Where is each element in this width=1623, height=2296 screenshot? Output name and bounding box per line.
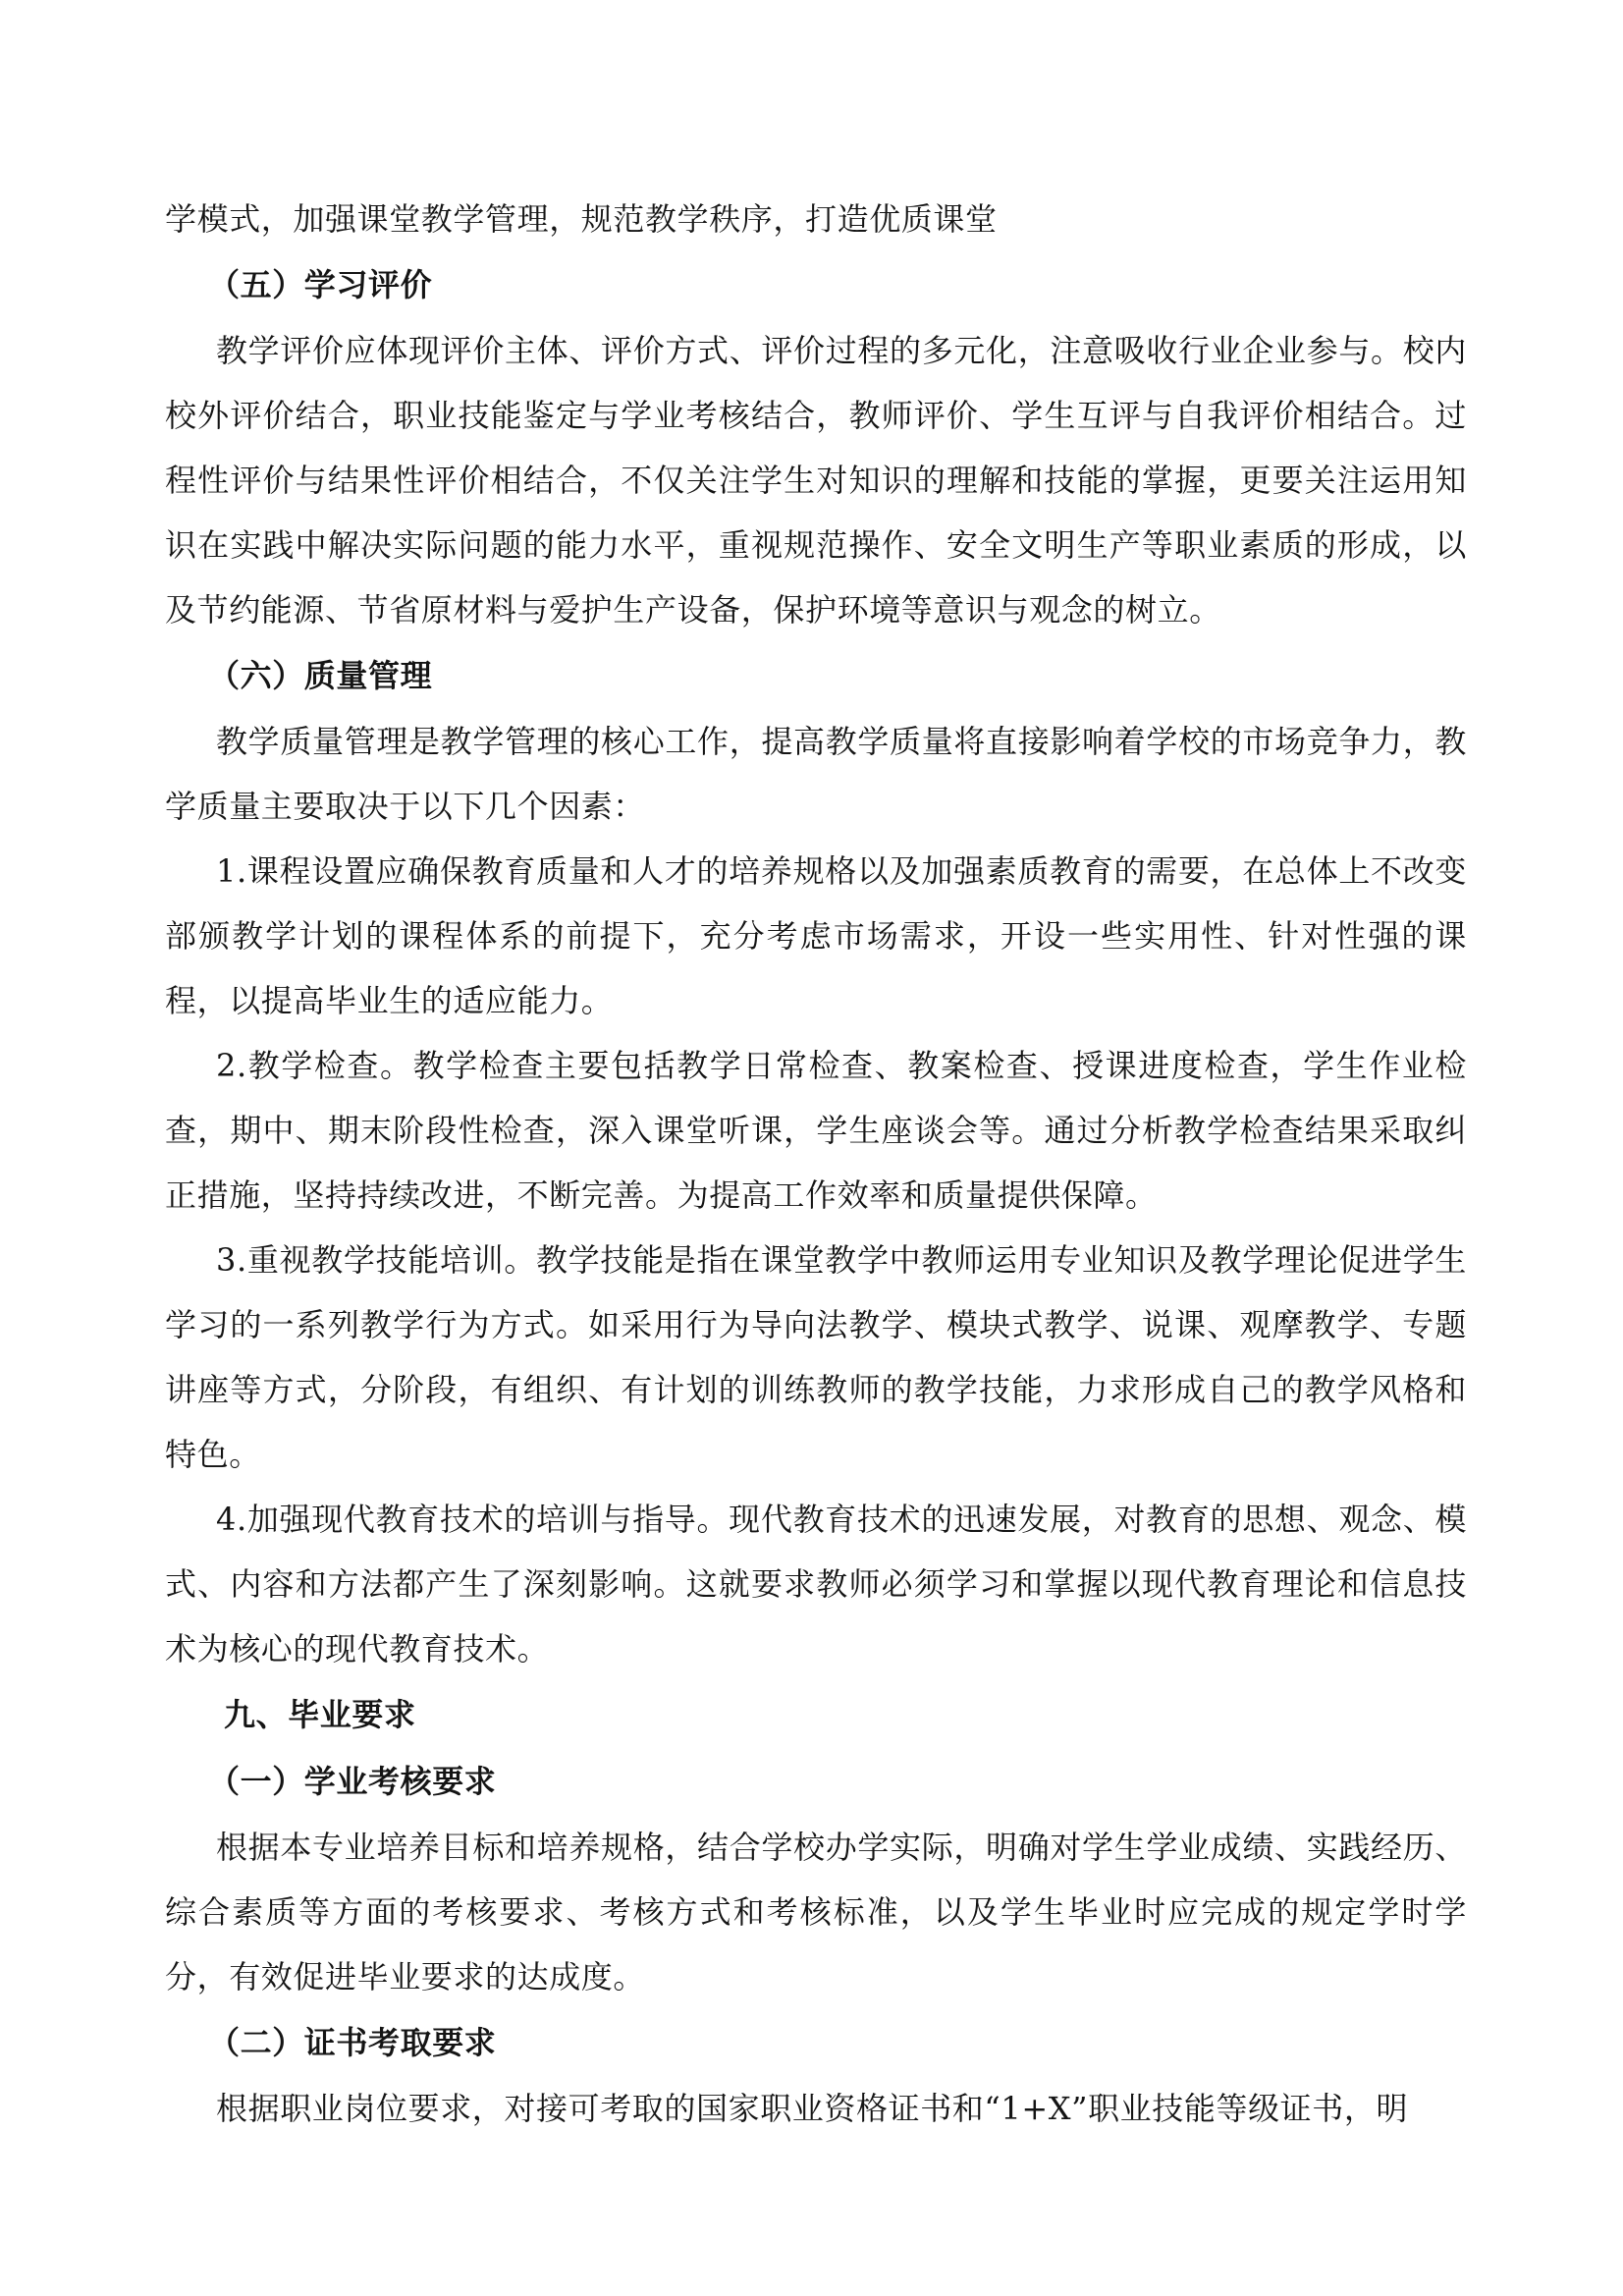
paragraph-academic-assessment: 根据本专业培养目标和培养规格，结合学校办学实际，明确对学生学业成绩、实践经历、综合素质等方面的考核要求、考核方式和考核标准，以及学生毕业时应完成的规定学时学分，有效促进毕业要求的达成度。 xyxy=(165,1829,1467,1995)
section-heading-certificate-requirements: （二）证书考取要求 xyxy=(208,2024,497,2061)
paragraph-certificate-requirements: 根据职业岗位要求，对接可考取的国家职业资格证书和“1+X”职业技能等级证书，明 xyxy=(216,2090,1409,2127)
paragraph-item-3: 3.重视教学技能培训。教学技能是指在课堂教学中教师运用专业知识及教学理论促进学生学习的一系列教学行为方式。如采用行为导向法教学、模块式教学、说课、观摩教学、专题讲座等方式，分阶段，有组织、有计划的训练教师的教学技能，力求形成自己的教学风格和特色。 xyxy=(165,1241,1467,1473)
paragraph-evaluation: 教学评价应体现评价主体、评价方式、评价过程的多元化，注意吸收行业企业参与。校内校外评价结合，职业技能鉴定与学业考核结合，教师评价、学生互评与自我评价相结合。过程性评价与结果性评价相结合，不仅关注学生对知识的理解和技能的掌握，更要关注运用知识在实践中解决实际问题的能力水平，重视规范操作、安全文明生产等职业素质的形成，以及节约能源、节省原材料与爱护生产设备，保护环境等意识与观念的树立。 xyxy=(165,332,1467,629)
paragraph-continuation: 学模式，加强课堂教学管理，规范教学秩序，打造优质课堂 xyxy=(165,200,998,238)
paragraph-item-4: 4.加强现代教育技术的培训与指导。现代教育技术的迅速发展，对教育的思想、观念、模式、内容和方法都产生了深刻影响。这就要求教师必须学习和掌握以现代教育理论和信息技术为核心的现代教育技术。 xyxy=(165,1501,1467,1667)
paragraph-item-2: 2.教学检查。教学检查主要包括教学日常检查、教案检查、授课进度检查，学生作业检查，期中、期末阶段性检查，深入课堂听课，学生座谈会等。通过分析教学检查结果采取纠正措施，坚持持续改进，不断完善。为提高工作效率和质量提供保障。 xyxy=(165,1047,1467,1214)
section-heading-quality-management: （六）质量管理 xyxy=(208,657,433,694)
paragraph-quality-intro: 教学质量管理是教学管理的核心工作，提高教学质量将直接影响着学校的市场竞争力，教学质量主要取决于以下几个因素： xyxy=(165,723,1467,825)
section-heading-learning-evaluation: （五）学习评价 xyxy=(208,266,433,303)
section-heading-academic-assessment: （一）学业考核要求 xyxy=(208,1763,497,1800)
chapter-heading-graduation-requirements: 九、毕业要求 xyxy=(224,1696,416,1733)
document-body xyxy=(165,187,1467,2141)
paragraph-item-1: 1.课程设置应确保教育质量和人才的培养规格以及加强素质教育的需要，在总体上不改变部颁教学计划的课程体系的前提下，充分考虑市场需求，开设一些实用性、针对性强的课程，以提高毕业生的适应能力。 xyxy=(165,852,1467,1019)
